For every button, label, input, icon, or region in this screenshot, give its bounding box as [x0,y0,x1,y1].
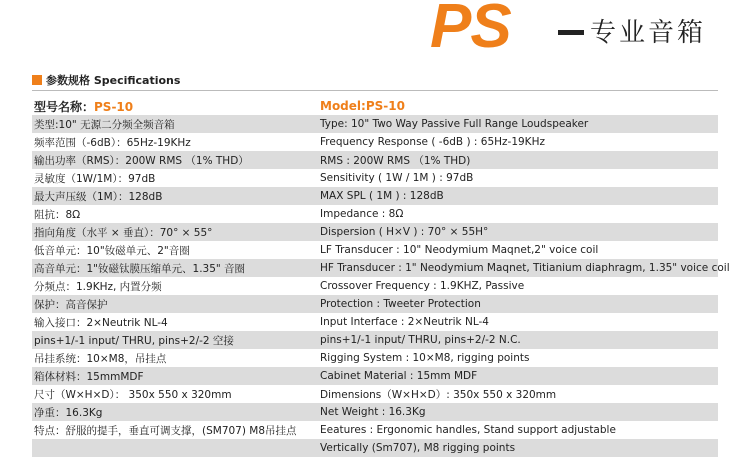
spec-en-cell: Sensitivity ( 1W / 1M ) : 97dB [320,172,474,184]
spec-en-cell: MAX SPL ( 1M ) : 128dB [320,190,444,202]
spec-en-cell: Rigging System : 10×M8, rigging points [320,352,530,364]
spec-cn-cell: 频率范围（-6dB）：65Hz-19KHz [34,136,191,149]
spec-en-cell: Dimensions（W×H×D）: 350x 550 x 320mm [320,388,557,401]
brand-dash [558,30,584,35]
spec-cn-cell: 指向角度（水平 × 垂直）：70° × 55° [34,226,213,239]
spec-en-cell: Dispersion ( H×V ) : 70° × 55H° [320,226,489,238]
spec-row [32,259,730,277]
spec-cn-cell: 灵敏度（1W/1M）：97dB [34,172,156,185]
spec-cn-cell: 输出功率（RMS）：200W RMS （1% THD） [34,154,249,167]
spec-en-cell: LF Transducer : 10" Neodymium Maqnet,2" voice coil [320,244,599,256]
spec-row [32,439,718,457]
spec-table [32,97,730,457]
model-en-cell: Model:PS-10 [320,99,405,113]
spec-cn-cell: 阻抗：8Ω [34,208,81,221]
spec-en-cell: Protection : Tweeter Protection [320,298,481,310]
spec-cn-cell: 尺寸（W×H×D）： 350x 550 x 320mm [34,388,232,401]
section-header [32,72,180,88]
spec-en-cell: RMS : 200W RMS （1% THD) [320,154,471,167]
spec-en-cell: Cabinet Material : 15mm MDF [320,370,478,382]
brand-subtitle: 专业音箱 [590,18,707,48]
spec-en-cell: Net Weight : 16.3Kg [320,406,426,418]
spec-en-cell: Eeatures : Ergonomic handles, Stand support adjustable [320,424,616,436]
spec-row [32,277,718,295]
spec-row [32,313,718,331]
section-square-icon [32,75,42,85]
spec-cn-cell: pins+1/-1 input/ THRU, pins+2/-2 空接 [34,334,234,347]
spec-cn-cell: 最大声压级（1M）：128dB [34,190,163,203]
spec-row [32,223,718,241]
spec-row [32,367,718,385]
spec-cn-cell: 箱体材料：15mmMDF [34,370,144,383]
spec-row [32,421,718,439]
spec-cn-cell: 净重：16.3Kg [34,406,103,419]
spec-cn-cell: 分频点：1.9KHz, 内置分频 [34,280,162,293]
spec-en-cell: HF Transducer : 1" Neodymium Maqnet, Titianium diaphragm, 1.35" voice coil [320,262,730,274]
model-cn-value: PS-10 [94,99,134,114]
spec-en-cell: Crossover Frequency : 1.9KHZ, Passive [320,280,525,292]
spec-en-cell: Impedance : 8Ω [320,208,404,220]
spec-cn-cell: 保护：高音保护 [34,298,108,311]
spec-cn-cell: 特点：舒服的提手，垂直可调支撑，(SM707) M8吊挂点 [34,424,297,437]
spec-row [32,133,718,151]
model-row [32,97,718,115]
section-title: 参数规格 Specifications [46,74,181,87]
brand-header [430,0,750,62]
spec-cn-cell: 类型:10" 无源二分频全频音箱 [34,118,175,131]
spec-row [32,331,718,349]
spec-row [32,295,718,313]
spec-cn-cell: 高音单元：1"钕磁钛膜压缩单元、1.35" 音圈 [34,262,246,275]
spec-cn-cell: 输入接口：2×Neutrik NL-4 [34,316,168,329]
spec-en-cell: Vertically (Sm707), M8 rigging points [320,442,516,454]
spec-row [32,115,718,133]
spec-en-cell: Frequency Response ( -6dB ) : 65Hz-19KHz [320,136,545,148]
spec-cn-cell: 吊挂系统：10×M8，吊挂点 [34,352,167,365]
spec-row [32,151,718,169]
model-cn-cell [32,98,318,115]
spec-row [32,205,718,223]
spec-row [32,349,718,367]
model-cn-label: 型号名称： [34,99,95,114]
brand-logo-text: PS [430,0,511,61]
spec-row [32,385,718,403]
spec-row [32,241,718,259]
spec-en-cell: Type: 10" Two Way Passive Full Range Loudspeaker [320,118,589,130]
spec-cn-cell: 低音单元：10"钕磁单元、2"音圈 [34,244,190,257]
spec-row [32,403,718,421]
spec-row [32,187,718,205]
spec-en-cell: pins+1/-1 input/ THRU, pins+2/-2 N.C. [320,334,521,346]
section-divider [32,90,718,91]
spec-en-cell: Input Interface : 2×Neutrik NL-4 [320,316,489,328]
spec-row [32,169,718,187]
